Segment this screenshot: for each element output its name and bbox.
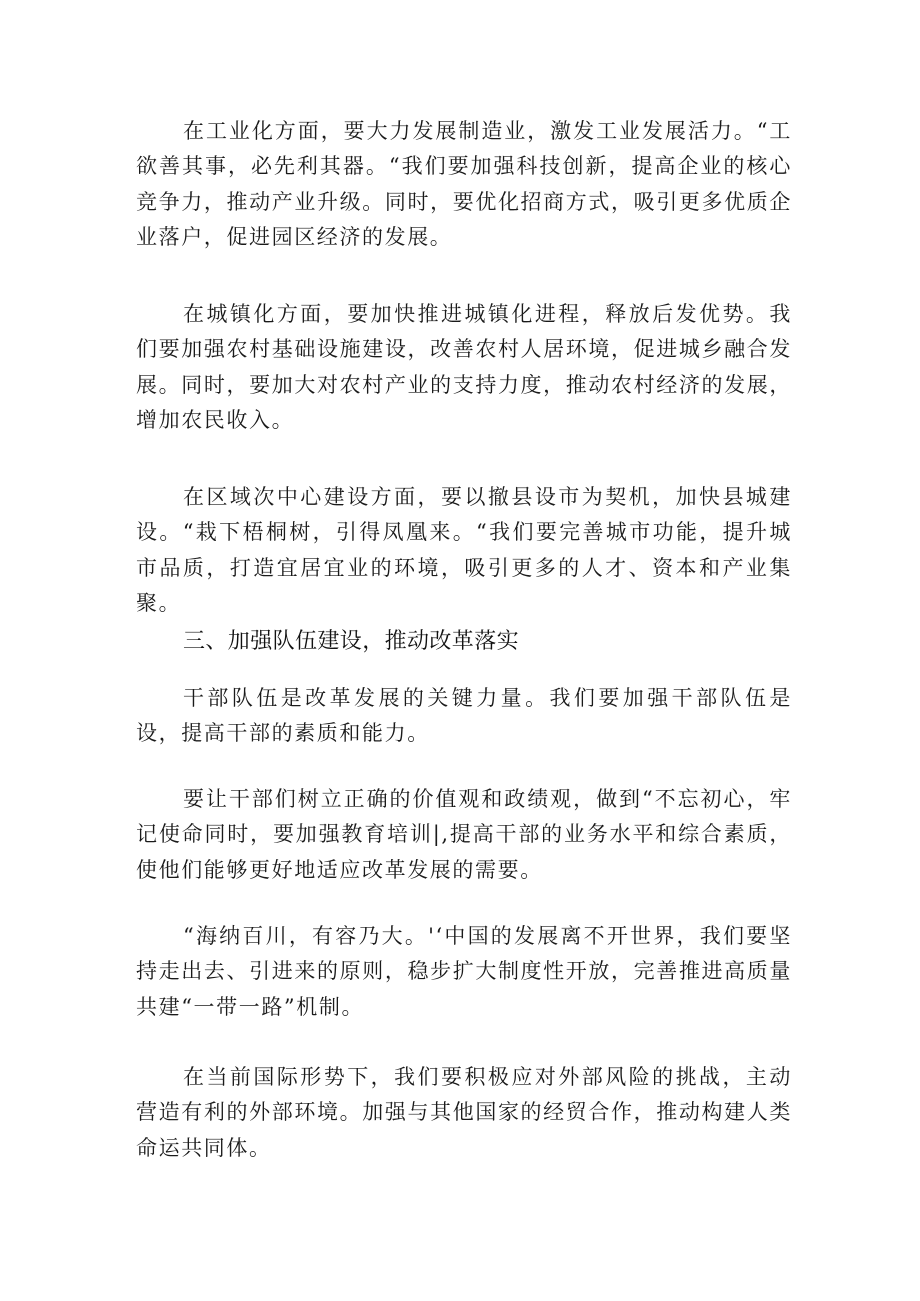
paragraph-urbanization: 在城镇化方面，要加快推进城镇化进程，释放后发优势。我们要加强农村基础设施建设，改善农村人居环境，促进城乡融合发展。同时，要加大对农村产业的支持力度，推动农村经济的发展，增加农民收入。: [136, 302, 792, 432]
paragraph-international: 在当前国际形势下，我们要积极应对外部风险的挑战，主动营造有利的外部环境。加强与其他国家的经贸合作，推动构建人类命运共同体。: [136, 1065, 792, 1160]
paragraph-cadre-values: 要让干部们树立正确的价值观和政绩观，做到“不忘初心，牢记使命同时，要加强教育培训|,提高干部的业务水平和综合素质，使他们能够更好地适应改革发展的需要。: [136, 787, 792, 882]
section-heading: 三、加强队伍建设，推动改革落实: [183, 629, 520, 654]
paragraph-industrialization: 在工业化方面，要大力发展制造业，激发工业发展活力。“工欲善其事，必先利其器。“我们要加强科技创新，提高企业的核心竞争力，推动产业升级。同时，要优化招商方式，吸引更多优质企业落户，促进园区经济的发展。: [136, 119, 792, 249]
paragraph-regional-center: 在区域次中心建设方面，要以撤县设市为契机，加快县城建设。“栽下梧桐树，引得凤凰来。“我们要完善城市功能，提升城市品质，打造宜居宜业的环境，吸引更多的人才、资本和产业集聚。: [136, 485, 792, 615]
paragraph-opening-up: “海纳百川，有容乃大。'‘中国的发展离不开世界，我们要坚持走出去、引进来的原则，稳步扩大制度性开放，完善推进高质量共建“一带一路”机制。: [136, 924, 792, 1019]
paragraph-cadre-team: 干部队伍是改革发展的关键力量。我们要加强干部队伍是设，提高干部的素质和能力。: [136, 686, 792, 746]
